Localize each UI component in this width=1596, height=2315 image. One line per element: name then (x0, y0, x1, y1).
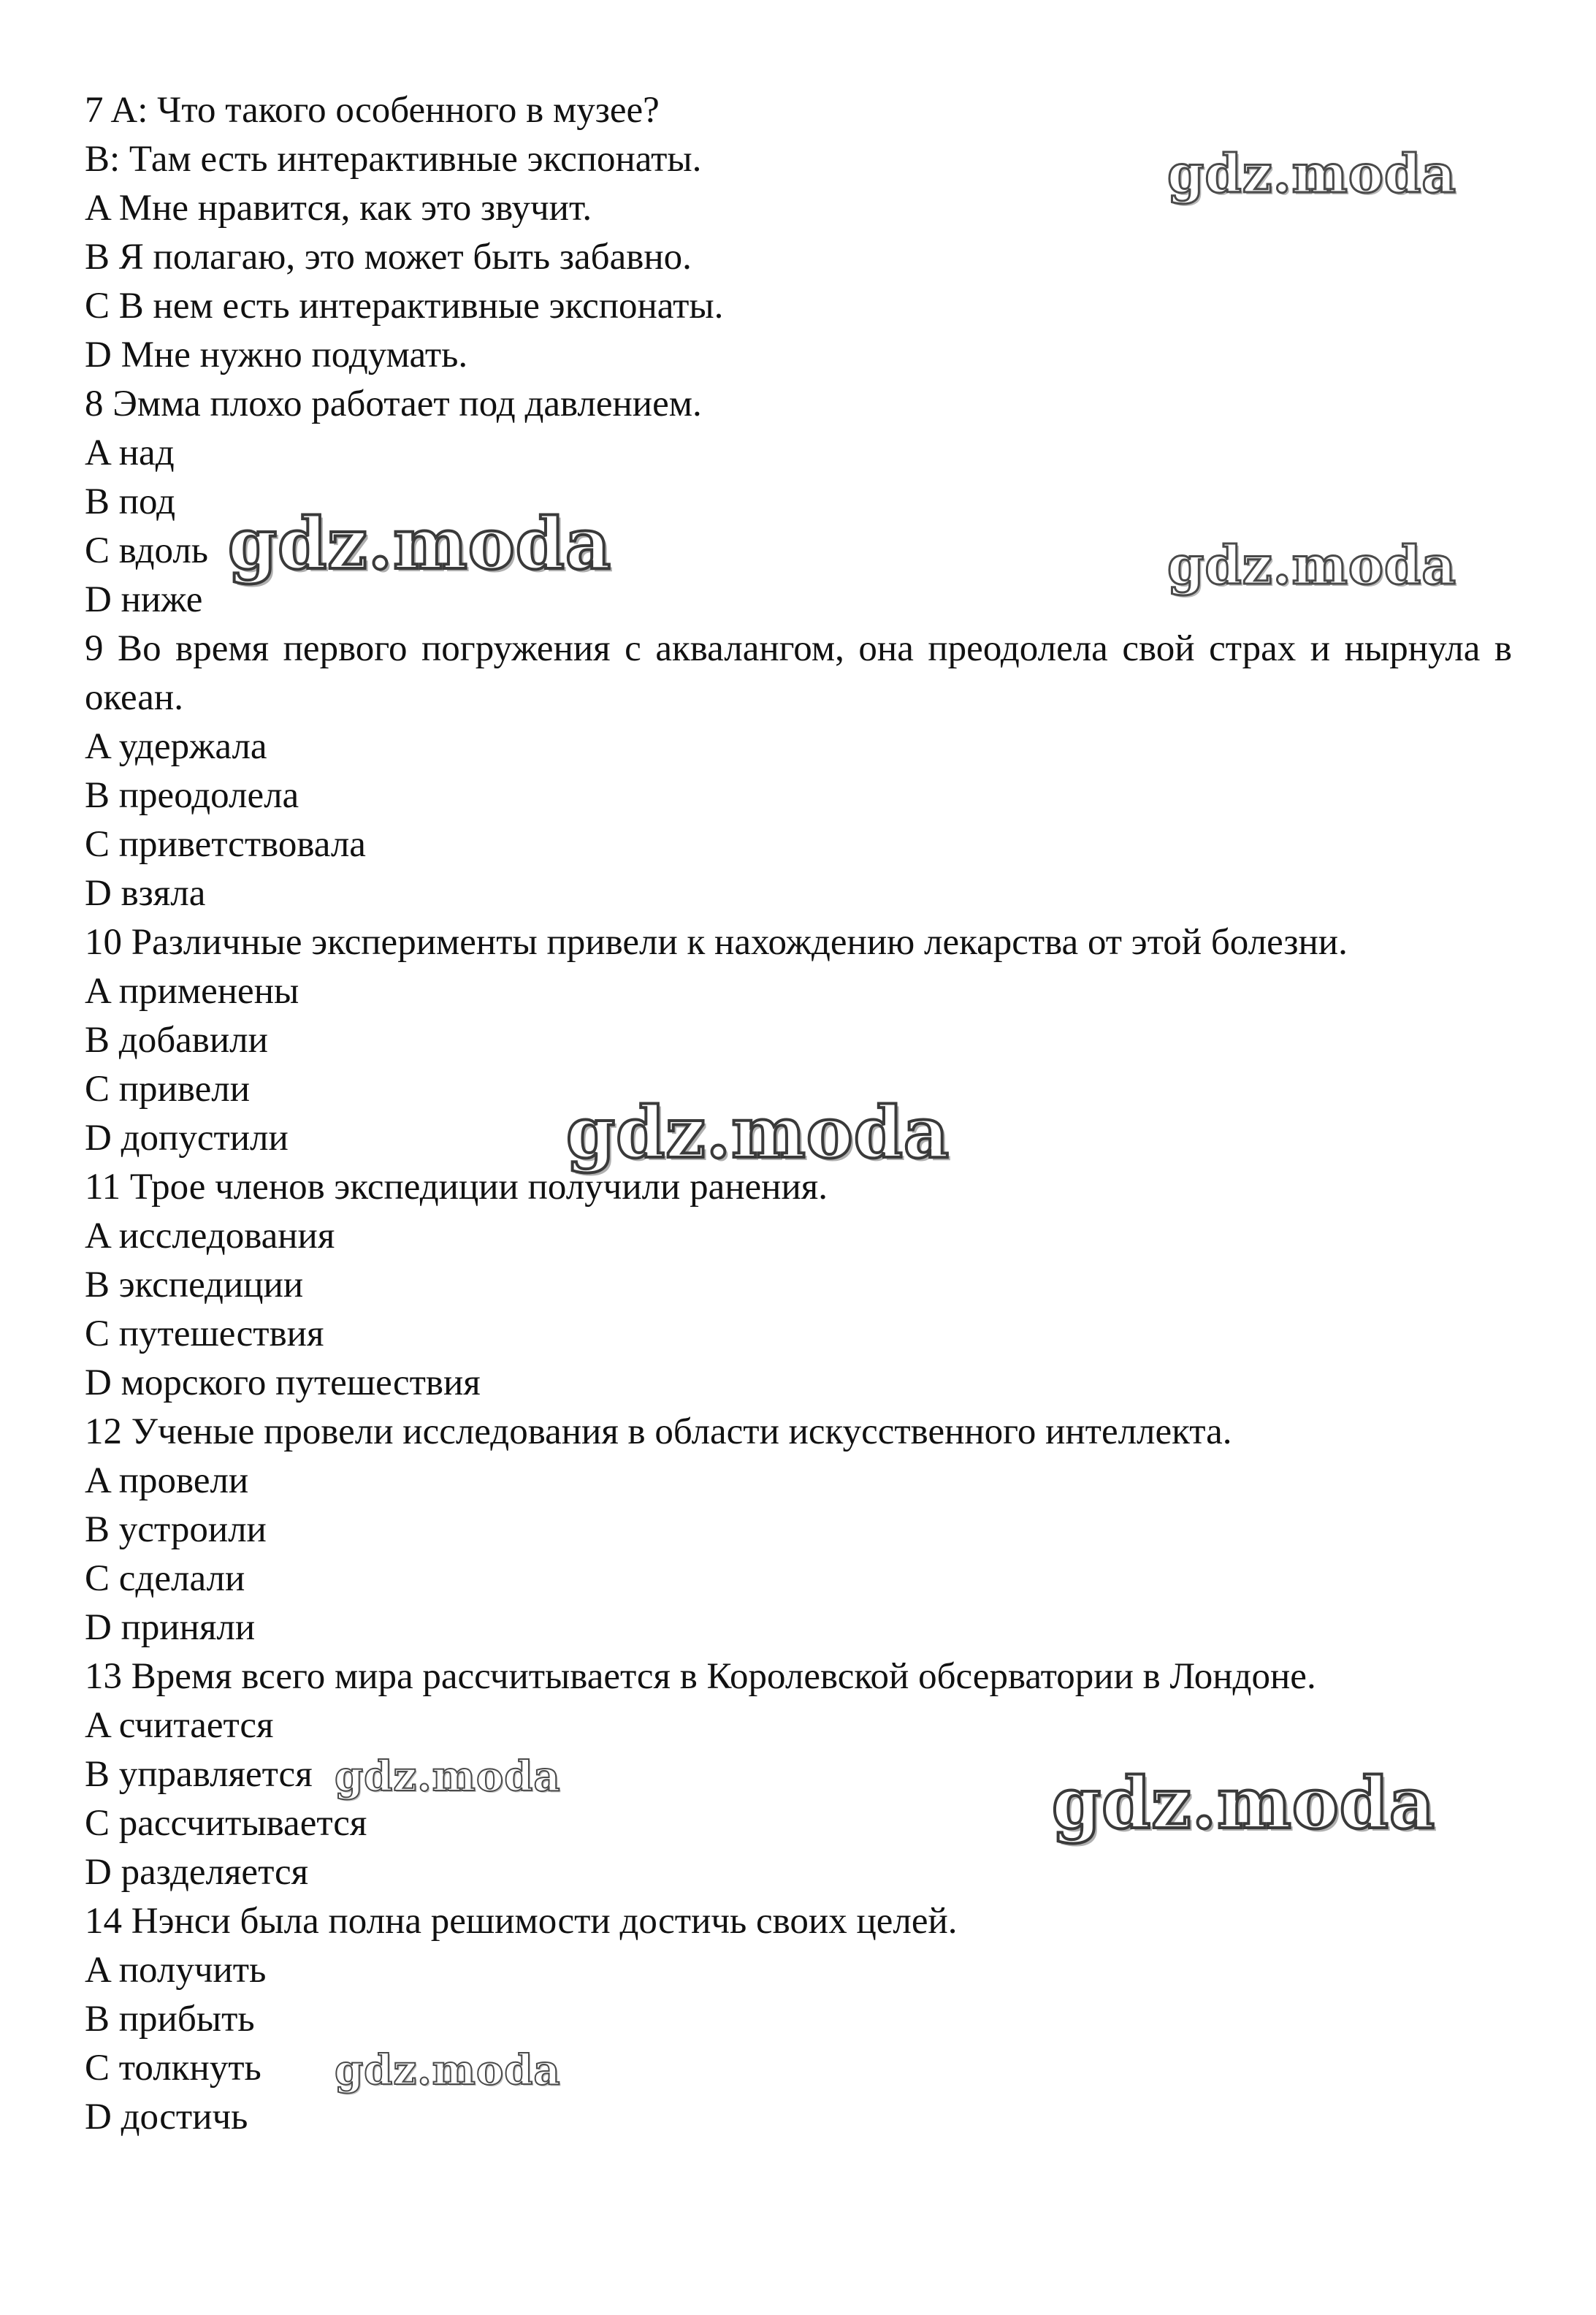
answer-option: C приветствовала (85, 824, 366, 865)
answer-option: D взяла (85, 873, 206, 914)
answer-option: D морского путешествия (85, 1362, 481, 1403)
answer-option: D ниже (85, 579, 203, 620)
watermark: gdz.moda (228, 503, 612, 585)
question-line: 8 Эмма плохо работает под давлением. (85, 384, 702, 424)
answer-option: A применены (85, 971, 299, 1012)
question-line: 10 Различные эксперименты привели к нахождению лекарства от этой болезни. (85, 922, 1348, 963)
answer-option: C привели (85, 1069, 251, 1110)
answer-option: A исследования (85, 1216, 335, 1256)
answer-option: D достичь (85, 2097, 248, 2137)
answer-option: C В нем есть интерактивные экспонаты. (85, 286, 724, 327)
answer-option: B: Там есть интерактивные экспонаты. (85, 139, 702, 180)
answer-option: C вдоль (85, 530, 209, 571)
answer-option: B преодолела (85, 775, 299, 816)
answer-option: B экспедиции (85, 1265, 304, 1305)
question-line: 12 Ученые провели исследования в области искусственного интеллекта. (85, 1411, 1232, 1452)
answer-option: A считается (85, 1705, 274, 1746)
answer-option: B прибыть (85, 1999, 255, 2040)
answer-option: B добавили (85, 1020, 268, 1061)
answer-option: C сделали (85, 1558, 245, 1599)
answer-option: D Мне нужно подумать. (85, 335, 468, 375)
answer-option: B Я полагаю, это может быть забавно. (85, 237, 692, 278)
answer-option: C путешествия (85, 1313, 324, 1354)
answer-option: B устроили (85, 1509, 267, 1550)
answer-option: A удержала (85, 726, 267, 767)
watermark: gdz.moda (566, 1091, 950, 1174)
answer-option: D допустили (85, 1118, 289, 1159)
watermark: gdz.moda (1167, 534, 1456, 596)
question-line: 13 Время всего мира рассчитывается в Королевской обсерватории в Лондоне. (85, 1656, 1316, 1697)
answer-option: A получить (85, 1950, 267, 1991)
watermark: gdz.moda (1167, 142, 1456, 205)
watermark: gdz.moda (1052, 1762, 1436, 1845)
answer-option: A провели (85, 1460, 249, 1501)
answer-option: B под (85, 481, 176, 522)
question-line: 7 A: Что такого особенного в музее? (85, 90, 660, 131)
answer-option: A Мне нравится, как это звучит. (85, 188, 592, 229)
answer-option: B управляется (85, 1754, 313, 1795)
question-line: 14 Нэнси была полна решимости достичь своих целей. (85, 1901, 958, 1942)
watermark: gdz.moda (335, 1753, 561, 1801)
question-line: 9 Во время первого погружения с аквалангом, она преодолела свой страх и нырнула в океан. (85, 628, 1512, 718)
answer-option: C рассчитывается (85, 1803, 367, 1844)
answer-option: C толкнуть (85, 2048, 261, 2089)
answer-option: D разделяется (85, 1852, 309, 1893)
question-line: 11 Трое членов экспедиции получили ранения. (85, 1167, 828, 1208)
watermark: gdz.moda (335, 2046, 561, 2094)
answer-option: A над (85, 432, 175, 473)
answer-option: D приняли (85, 1607, 256, 1648)
